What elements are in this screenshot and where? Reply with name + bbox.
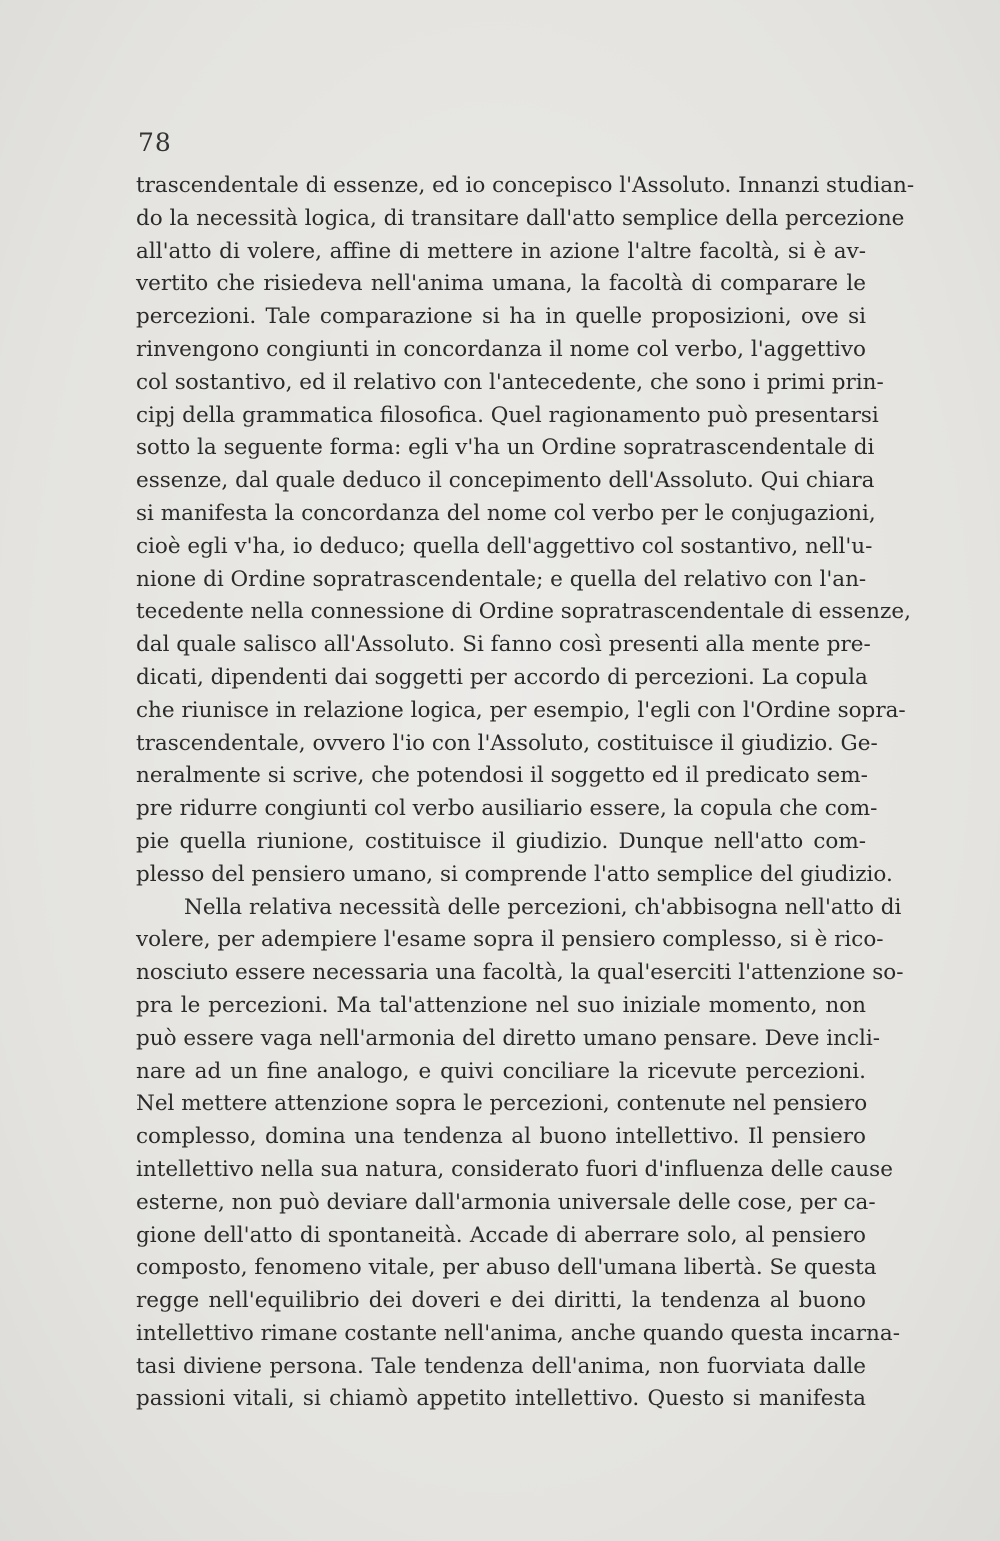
text-line: che riunisce in relazione logica, per esempio, l'egli con l'Ordine sopra- — [136, 697, 906, 723]
text-line: do la necessità logica, di transitare dall'atto semplice della percezione — [136, 205, 905, 231]
text-line: nare ad un fine analogo, e quivi conciliare la ricevute percezioni. — [136, 1058, 866, 1084]
text-line: Nel mettere attenzione sopra le percezioni, contenute nel pensiero — [136, 1091, 868, 1117]
paragraph-first-line: Nella relativa necessità delle percezioni, ch'abbisogna nell'atto di — [184, 894, 902, 920]
text-line: si manifesta la concordanza del nome col verbo per le conjugazioni, — [136, 500, 876, 526]
text-line: regge nell'equilibrio dei doveri e dei diritti, la tendenza al buono — [136, 1288, 866, 1314]
text-line: cioè egli v'ha, io deduco; quella dell'aggettivo col sostantivo, nell'u- — [136, 533, 873, 559]
text-line: rinvengono congiunti in concordanza il nome col verbo, l'aggettivo — [136, 336, 866, 362]
text-line: neralmente si scrive, che potendosi il soggetto ed il predicato sem- — [136, 763, 868, 789]
text-line: nosciuto essere necessaria una facoltà, la qual'eserciti l'attenzione so- — [136, 960, 904, 986]
text-line: trascendentale di essenze, ed io concepisco l'Assoluto. Innanzi studian- — [136, 173, 915, 198]
text-line: volere, per adempiere l'esame sopra il pensiero complesso, si è rico- — [136, 927, 884, 953]
text-line: tasi diviene persona. Tale tendenza dell'anima, non fuorviata dalle — [136, 1353, 866, 1379]
text-line: esterne, non può deviare dall'armonia universale delle cose, per ca- — [136, 1189, 876, 1215]
page-number: 78 — [138, 128, 172, 157]
text-line: vertito che risiedeva nell'anima umana, la facoltà di comparare le — [136, 271, 866, 297]
text-line: gione dell'atto di spontaneità. Accade di aberrare solo, al pensiero — [136, 1222, 866, 1248]
text-line: composto, fenomeno vitale, per abuso dell'umana libertà. Se questa — [136, 1255, 877, 1281]
text-line: cipj della grammatica filosofica. Quel ragionamento può presentarsi — [136, 402, 879, 428]
text-line: sotto la seguente forma: egli v'ha un Ordine sopratrascendentale di — [136, 435, 875, 461]
text-line: pre ridurre congiunti col verbo ausiliario essere, la copula che com- — [136, 796, 878, 822]
text-line: col sostantivo, ed il relativo con l'antecedente, che sono i primi prin- — [136, 369, 884, 395]
body-text — [136, 170, 915, 1416]
text-line: intellettivo nella sua natura, considerato fuori d'influenza delle cause — [136, 1156, 893, 1182]
text-line: all'atto di volere, affine di mettere in azione l'altre facoltà, si è av- — [136, 238, 866, 264]
text-line: essenze, dal quale deduco il concepimento dell'Assoluto. Qui chiara — [136, 468, 875, 494]
text-line: trascendentale, ovvero l'io con l'Assoluto, costituisce il giudizio. Ge- — [136, 730, 878, 756]
text-line: dicati, dipendenti dai soggetti per accordo di percezioni. La copula — [136, 664, 868, 690]
text-line: plesso del pensiero umano, si comprende l'atto semplice del giudizio. — [136, 861, 893, 887]
text-line: tecedente nella connessione di Ordine sopratrascendentale di essenze, — [136, 599, 911, 625]
text-line: intellettivo rimane costante nell'anima, anche quando questa incarna- — [136, 1320, 900, 1346]
text-line: complesso, domina una tendenza al buono intellettivo. Il pensiero — [136, 1124, 866, 1150]
text-line: può essere vaga nell'armonia del diretto umano pensare. Deve incli- — [136, 1025, 881, 1051]
text-line: percezioni. Tale comparazione si ha in quelle proposizioni, ove si — [136, 304, 866, 330]
text-line: dal quale salisco all'Assoluto. Si fanno così presenti alla mente pre- — [136, 632, 871, 658]
text-line: pie quella riunione, costituisce il giudizio. Dunque nell'atto com- — [136, 828, 866, 854]
text-line: passioni vitali, si chiamò appetito intellettivo. Questo si manifesta — [136, 1386, 866, 1412]
text-line: nione di Ordine sopratrascendentale; e quella del relativo con l'an- — [136, 566, 867, 592]
text-line: pra le percezioni. Ma tal'attenzione nel suo iniziale momento, non — [136, 992, 866, 1018]
